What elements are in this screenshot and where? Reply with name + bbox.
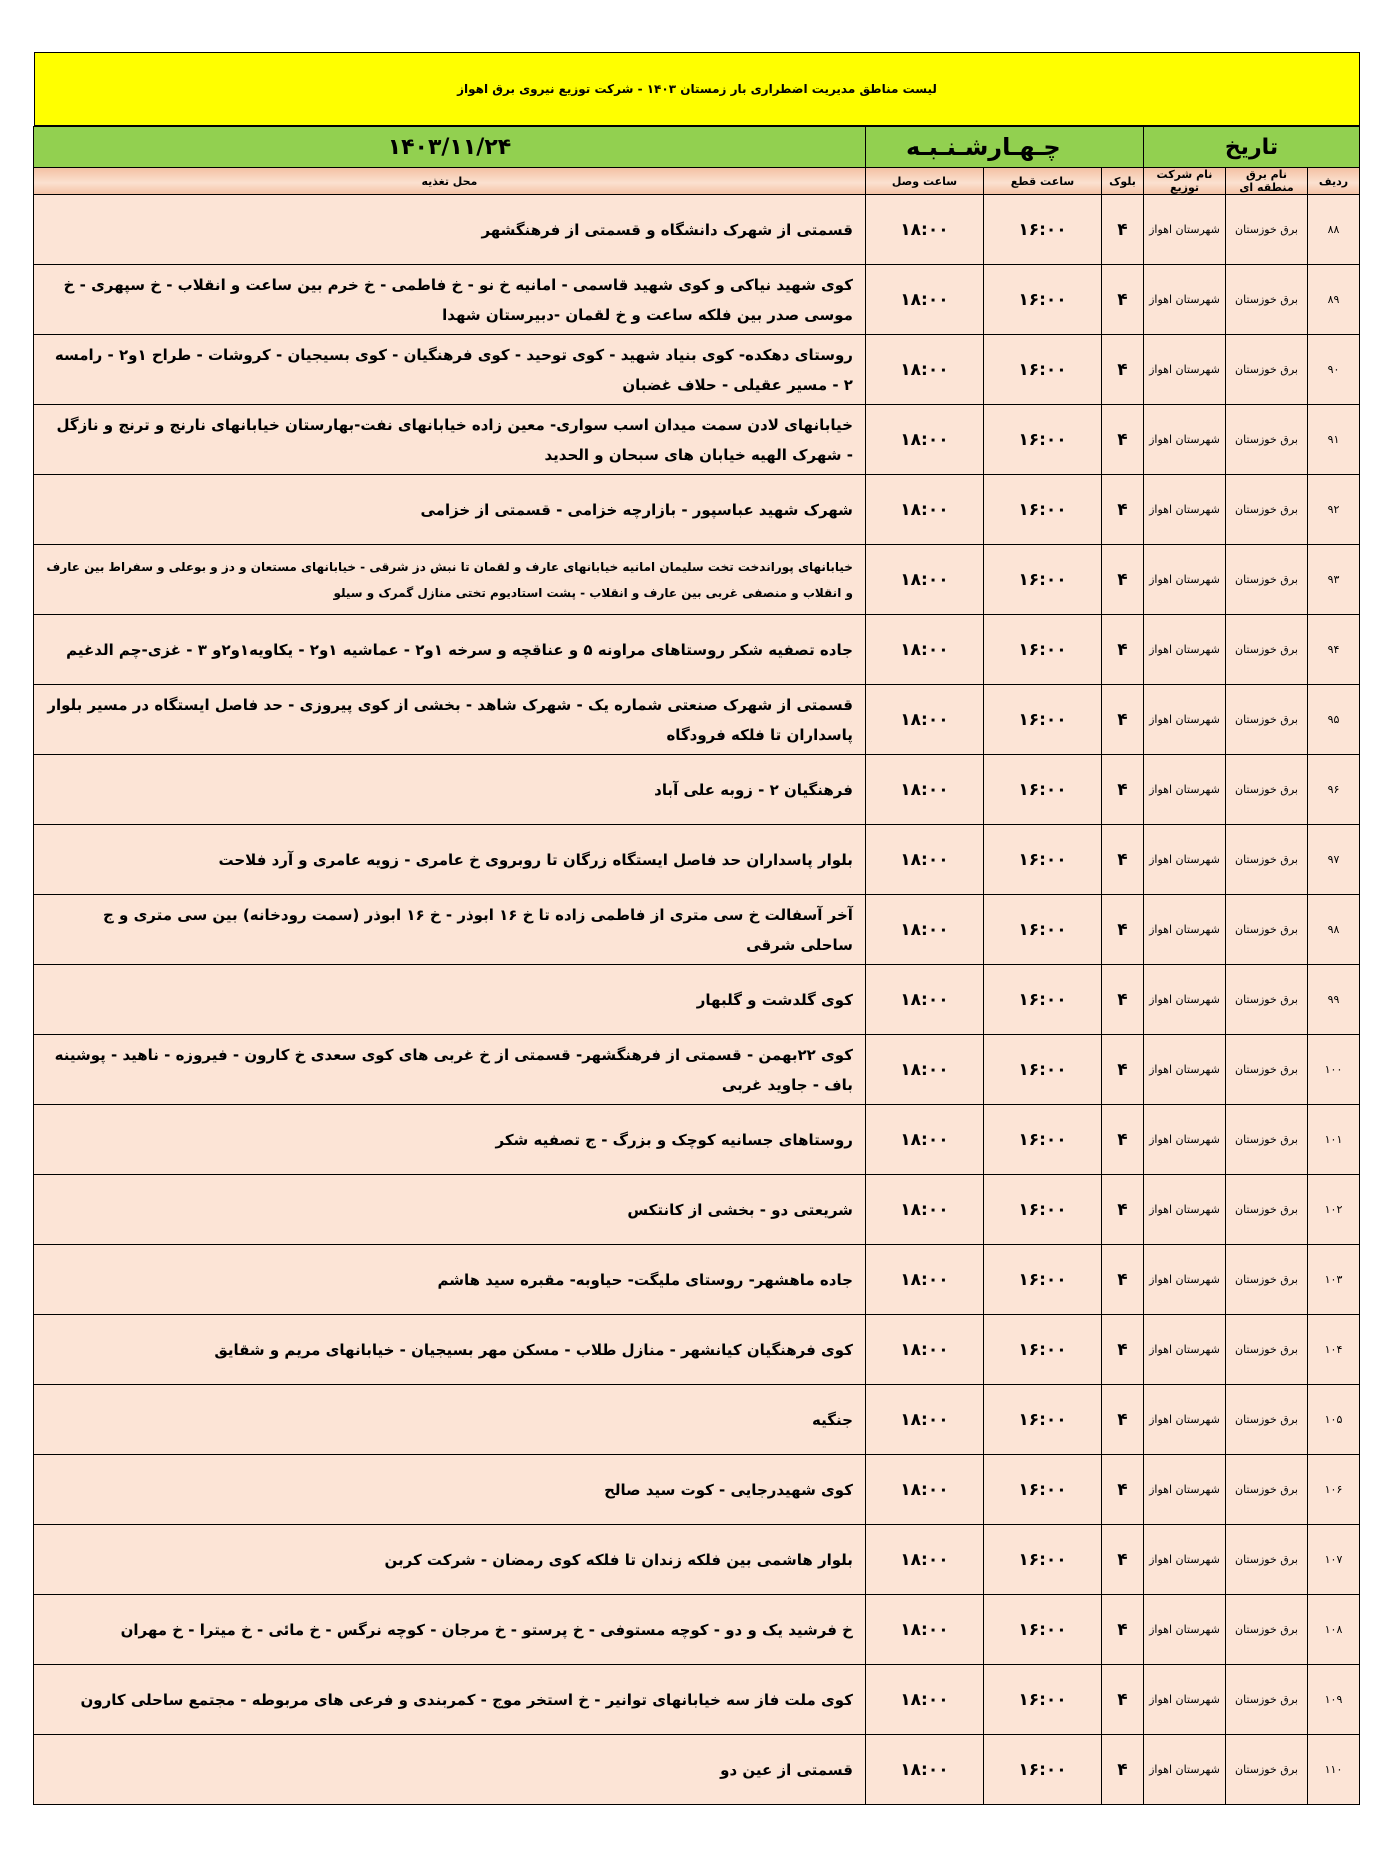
row-region: برق خوزستان — [1226, 1665, 1308, 1735]
row-cut-time: ۱۶:۰۰ — [983, 825, 1101, 895]
row-connect-time: ۱۸:۰۰ — [865, 1175, 983, 1245]
row-location: کوی گلدشت و گلبهار — [33, 965, 865, 1035]
row-block: ۴ — [1101, 1455, 1143, 1525]
table-row — [33, 1315, 1359, 1385]
row-connect-time: ۱۸:۰۰ — [865, 1525, 983, 1595]
row-block: ۴ — [1101, 405, 1143, 475]
row-cut-time: ۱۶:۰۰ — [983, 335, 1101, 405]
row-location: خ فرشید یک و دو - کوچه مستوفی - خ پرستو - خ مرجان - کوچه نرگس - خ مائی - خ میترا - خ مهران — [33, 1595, 865, 1665]
row-location: جاده ماهشهر- روستای ملیگت- حیاوبه- مقبره سید هاشم — [33, 1245, 865, 1315]
day-name: چـهـارشـنـبـه — [865, 127, 1143, 168]
row-block: ۴ — [1101, 1105, 1143, 1175]
header-cut-time: ساعت قطع — [983, 168, 1101, 195]
row-connect-time: ۱۸:۰۰ — [865, 825, 983, 895]
row-location: شهرک شهید عباسپور - بازارچه خزامی - قسمتی از خزامی — [33, 475, 865, 545]
table-row — [33, 615, 1359, 685]
row-location: جاده تصفیه شکر روستاهای مراونه ۵ و عناقچه و سرخه ۱و۲ - عماشیه ۱و۲ - یکاویه۱و۲و ۳ - غزی-چم الدغیم — [33, 615, 865, 685]
row-index: ۱۰۹ — [1308, 1665, 1360, 1735]
row-cut-time: ۱۶:۰۰ — [983, 615, 1101, 685]
row-index: ۱۰۳ — [1308, 1245, 1360, 1315]
row-location: کوی ملت فاز سه خیابانهای توانیر - خ استخر موج - کمربندی و فرعی های مربوطه - مجتمع ساحلی کارون — [33, 1665, 865, 1735]
row-region: برق خوزستان — [1226, 1035, 1308, 1105]
row-location: کوی شهیدرجایی - کوت سید صالح — [33, 1455, 865, 1525]
row-connect-time: ۱۸:۰۰ — [865, 475, 983, 545]
row-company: شهرستان اهواز — [1143, 405, 1225, 475]
row-location: قسمتی از شهرک دانشگاه و قسمتی از فرهنگشهر — [33, 195, 865, 265]
row-location: کوی ۲۲بهمن - قسمتی از فرهنگشهر- قسمتی از خ غربی های کوی سعدی خ کارون - فیروزه - ناهید - پوشینه باف - جاوید غربی — [33, 1035, 865, 1105]
row-connect-time: ۱۸:۰۰ — [865, 1665, 983, 1735]
table-row — [33, 1735, 1359, 1805]
row-index: ۱۰۱ — [1308, 1105, 1360, 1175]
row-region: برق خوزستان — [1226, 545, 1308, 615]
table-row — [33, 965, 1359, 1035]
row-location: خیابانهای لادن سمت میدان اسب سواری- معین زاده خیابانهای نفت-بهارستان خیابانهای نارنج و ترنج و نازگل - شهرک الهیه خیابان های سبحان و الحدید — [33, 405, 865, 475]
row-cut-time: ۱۶:۰۰ — [983, 1595, 1101, 1665]
row-region: برق خوزستان — [1226, 1595, 1308, 1665]
row-region: برق خوزستان — [1226, 1245, 1308, 1315]
row-block: ۴ — [1101, 755, 1143, 825]
row-cut-time: ۱۶:۰۰ — [983, 755, 1101, 825]
row-company: شهرستان اهواز — [1143, 685, 1225, 755]
table-row — [33, 265, 1359, 335]
row-index: ۹۰ — [1308, 335, 1360, 405]
row-block: ۴ — [1101, 475, 1143, 545]
row-company: شهرستان اهواز — [1143, 825, 1225, 895]
row-cut-time: ۱۶:۰۰ — [983, 1035, 1101, 1105]
row-index: ۱۰۴ — [1308, 1315, 1360, 1385]
row-location: جنگیه — [33, 1385, 865, 1455]
row-index: ۱۰۲ — [1308, 1175, 1360, 1245]
date-row — [33, 127, 1359, 168]
table-row — [33, 895, 1359, 965]
row-region: برق خوزستان — [1226, 475, 1308, 545]
row-region: برق خوزستان — [1226, 1525, 1308, 1595]
row-connect-time: ۱۸:۰۰ — [865, 755, 983, 825]
row-connect-time: ۱۸:۰۰ — [865, 685, 983, 755]
row-connect-time: ۱۸:۰۰ — [865, 895, 983, 965]
row-index: ۹۴ — [1308, 615, 1360, 685]
row-index: ۱۱۰ — [1308, 1735, 1360, 1805]
row-block: ۴ — [1101, 1665, 1143, 1735]
row-region: برق خوزستان — [1226, 895, 1308, 965]
row-company: شهرستان اهواز — [1143, 1245, 1225, 1315]
row-company: شهرستان اهواز — [1143, 895, 1225, 965]
row-location: قسمتی از عین دو — [33, 1735, 865, 1805]
table-row — [33, 755, 1359, 825]
row-index: ۹۹ — [1308, 965, 1360, 1035]
table-row — [33, 1385, 1359, 1455]
table-row — [33, 1595, 1359, 1665]
row-block: ۴ — [1101, 615, 1143, 685]
row-cut-time: ۱۶:۰۰ — [983, 1455, 1101, 1525]
row-company: شهرستان اهواز — [1143, 1665, 1225, 1735]
row-index: ۱۰۸ — [1308, 1595, 1360, 1665]
row-block: ۴ — [1101, 1595, 1143, 1665]
row-block: ۴ — [1101, 1315, 1143, 1385]
outage-sheet — [34, 52, 1360, 1805]
table-row — [33, 475, 1359, 545]
row-connect-time: ۱۸:۰۰ — [865, 1595, 983, 1665]
row-cut-time: ۱۶:۰۰ — [983, 685, 1101, 755]
table-row — [33, 1455, 1359, 1525]
row-block: ۴ — [1101, 195, 1143, 265]
row-index: ۱۰۷ — [1308, 1525, 1360, 1595]
row-block: ۴ — [1101, 825, 1143, 895]
row-connect-time: ۱۸:۰۰ — [865, 1315, 983, 1385]
row-company: شهرستان اهواز — [1143, 1525, 1225, 1595]
row-location: خیابانهای پوراندخت تخت سلیمان امانیه خیابانهای عارف و لقمان تا نبش دز شرقی - خیابانهای مستعان و دز و بوعلی و سفراط بین عارف و انقلاب و منصفی غربی بین عارف و انقلاب - پشت استادیوم تختی منازل گمرک و سیلو — [33, 545, 865, 615]
outage-table — [33, 126, 1360, 1805]
row-company: شهرستان اهواز — [1143, 1595, 1225, 1665]
row-index: ۸۸ — [1308, 195, 1360, 265]
row-location: کوی شهید نیاکی و کوی شهید قاسمی - امانیه خ نو - خ فاطمی - خ خرم بین ساعت و انقلاب - خ سپهری - خ موسی صدر بین فلکه ساعت و خ لقمان -دبیرستان شهدا — [33, 265, 865, 335]
row-location: بلوار هاشمی بین فلکه زندان تا فلکه کوی رمضان - شرکت کربن — [33, 1525, 865, 1595]
row-connect-time: ۱۸:۰۰ — [865, 1385, 983, 1455]
row-cut-time: ۱۶:۰۰ — [983, 1735, 1101, 1805]
row-region: برق خوزستان — [1226, 965, 1308, 1035]
row-block: ۴ — [1101, 965, 1143, 1035]
table-row — [33, 405, 1359, 475]
row-block: ۴ — [1101, 1735, 1143, 1805]
row-region: برق خوزستان — [1226, 825, 1308, 895]
row-region: برق خوزستان — [1226, 335, 1308, 405]
row-region: برق خوزستان — [1226, 1315, 1308, 1385]
date-value: ۱۴۰۳/۱۱/۲۴ — [33, 127, 865, 168]
row-connect-time: ۱۸:۰۰ — [865, 545, 983, 615]
sheet-title: لیست مناطق مدیریت اضطراری بار زمستان ۱۴۰۳ - شرکت توزیع نیروی برق اهواز — [34, 52, 1360, 126]
table-row — [33, 1035, 1359, 1105]
row-index: ۱۰۵ — [1308, 1385, 1360, 1455]
row-cut-time: ۱۶:۰۰ — [983, 1315, 1101, 1385]
row-block: ۴ — [1101, 895, 1143, 965]
row-location: کوی فرهنگیان کیانشهر - منازل طلاب - مسکن مهر بسیجیان - خیابانهای مریم و شقایق — [33, 1315, 865, 1385]
row-index: ۹۶ — [1308, 755, 1360, 825]
row-region: برق خوزستان — [1226, 405, 1308, 475]
table-row — [33, 1245, 1359, 1315]
row-region: برق خوزستان — [1226, 265, 1308, 335]
row-cut-time: ۱۶:۰۰ — [983, 475, 1101, 545]
row-connect-time: ۱۸:۰۰ — [865, 965, 983, 1035]
row-company: شهرستان اهواز — [1143, 1315, 1225, 1385]
row-cut-time: ۱۶:۰۰ — [983, 265, 1101, 335]
row-index: ۹۱ — [1308, 405, 1360, 475]
row-region: برق خوزستان — [1226, 195, 1308, 265]
row-index: ۱۰۶ — [1308, 1455, 1360, 1525]
row-cut-time: ۱۶:۰۰ — [983, 545, 1101, 615]
row-cut-time: ۱۶:۰۰ — [983, 1105, 1101, 1175]
row-block: ۴ — [1101, 1035, 1143, 1105]
row-index: ۹۳ — [1308, 545, 1360, 615]
row-company: شهرستان اهواز — [1143, 615, 1225, 685]
row-cut-time: ۱۶:۰۰ — [983, 1385, 1101, 1455]
row-index: ۹۲ — [1308, 475, 1360, 545]
row-company: شهرستان اهواز — [1143, 195, 1225, 265]
table-row — [33, 1105, 1359, 1175]
row-region: برق خوزستان — [1226, 615, 1308, 685]
row-index: ۹۵ — [1308, 685, 1360, 755]
row-connect-time: ۱۸:۰۰ — [865, 1455, 983, 1525]
table-row — [33, 1665, 1359, 1735]
row-block: ۴ — [1101, 1245, 1143, 1315]
row-location: بلوار پاسداران حد فاصل ایستگاه زرگان تا روبروی خ عامری - زویه عامری و آرد فلاحت — [33, 825, 865, 895]
row-cut-time: ۱۶:۰۰ — [983, 895, 1101, 965]
header-connect-time: ساعت وصل — [865, 168, 983, 195]
row-location: آخر آسفالت خ سی متری از فاطمی زاده تا خ ۱۶ ابوذر - خ ۱۶ ابوذر (سمت رودخانه) بین سی متری و ج ساحلی شرقی — [33, 895, 865, 965]
row-cut-time: ۱۶:۰۰ — [983, 1245, 1101, 1315]
row-company: شهرستان اهواز — [1143, 1105, 1225, 1175]
row-location: فرهنگیان ۲ - زوبه علی آباد — [33, 755, 865, 825]
row-region: برق خوزستان — [1226, 1455, 1308, 1525]
row-region: برق خوزستان — [1226, 1735, 1308, 1805]
row-region: برق خوزستان — [1226, 755, 1308, 825]
header-index: ردیف — [1308, 168, 1360, 195]
table-row — [33, 335, 1359, 405]
row-cut-time: ۱۶:۰۰ — [983, 405, 1101, 475]
row-cut-time: ۱۶:۰۰ — [983, 195, 1101, 265]
row-region: برق خوزستان — [1226, 1175, 1308, 1245]
table-row — [33, 545, 1359, 615]
row-company: شهرستان اهواز — [1143, 545, 1225, 615]
row-cut-time: ۱۶:۰۰ — [983, 1525, 1101, 1595]
row-connect-time: ۱۸:۰۰ — [865, 1105, 983, 1175]
row-block: ۴ — [1101, 1525, 1143, 1595]
row-location: قسمتی از شهرک صنعتی شماره یک - شهرک شاهد - بخشی از کوی پیروزی - حد فاصل ایستگاه در مسیر بلوار پاسداران تا فلکه فرودگاه — [33, 685, 865, 755]
table-row — [33, 685, 1359, 755]
table-row — [33, 1525, 1359, 1595]
header-company: نام شرکت توزیع — [1143, 168, 1225, 195]
row-cut-time: ۱۶:۰۰ — [983, 1175, 1101, 1245]
row-company: شهرستان اهواز — [1143, 1455, 1225, 1525]
table-row — [33, 1175, 1359, 1245]
row-block: ۴ — [1101, 1385, 1143, 1455]
row-index: ۸۹ — [1308, 265, 1360, 335]
header-row — [33, 168, 1359, 195]
row-cut-time: ۱۶:۰۰ — [983, 965, 1101, 1035]
row-block: ۴ — [1101, 1175, 1143, 1245]
row-cut-time: ۱۶:۰۰ — [983, 1665, 1101, 1735]
row-company: شهرستان اهواز — [1143, 755, 1225, 825]
row-location: شریعتی دو - بخشی از کانتکس — [33, 1175, 865, 1245]
row-connect-time: ۱۸:۰۰ — [865, 335, 983, 405]
row-block: ۴ — [1101, 335, 1143, 405]
row-location: روستای دهکده- کوی بنیاد شهید - کوی توحید - کوی فرهنگیان - کوی بسیجیان - کروشات - طراح ۱و۲ - رامسه ۲ - مسیر عقیلی - حلاف غضبان — [33, 335, 865, 405]
row-block: ۴ — [1101, 265, 1143, 335]
row-company: شهرستان اهواز — [1143, 1385, 1225, 1455]
table-body — [33, 195, 1359, 1805]
header-location: محل تغذیه — [33, 168, 865, 195]
row-block: ۴ — [1101, 685, 1143, 755]
row-company: شهرستان اهواز — [1143, 965, 1225, 1035]
row-index: ۹۷ — [1308, 825, 1360, 895]
row-block: ۴ — [1101, 545, 1143, 615]
row-connect-time: ۱۸:۰۰ — [865, 1245, 983, 1315]
row-index: ۹۸ — [1308, 895, 1360, 965]
row-company: شهرستان اهواز — [1143, 335, 1225, 405]
row-company: شهرستان اهواز — [1143, 1735, 1225, 1805]
row-region: برق خوزستان — [1226, 685, 1308, 755]
table-row — [33, 825, 1359, 895]
row-company: شهرستان اهواز — [1143, 265, 1225, 335]
row-company: شهرستان اهواز — [1143, 1175, 1225, 1245]
row-connect-time: ۱۸:۰۰ — [865, 405, 983, 475]
row-index: ۱۰۰ — [1308, 1035, 1360, 1105]
row-location: روستاهای جسانیه کوچک و بزرگ - ج تصفیه شکر — [33, 1105, 865, 1175]
row-connect-time: ۱۸:۰۰ — [865, 1735, 983, 1805]
row-region: برق خوزستان — [1226, 1385, 1308, 1455]
row-connect-time: ۱۸:۰۰ — [865, 1035, 983, 1105]
header-block: بلوک — [1101, 168, 1143, 195]
row-region: برق خوزستان — [1226, 1105, 1308, 1175]
row-connect-time: ۱۸:۰۰ — [865, 265, 983, 335]
row-company: شهرستان اهواز — [1143, 475, 1225, 545]
row-connect-time: ۱۸:۰۰ — [865, 195, 983, 265]
table-row — [33, 195, 1359, 265]
date-label: تاریخ — [1143, 127, 1359, 168]
row-connect-time: ۱۸:۰۰ — [865, 615, 983, 685]
row-company: شهرستان اهواز — [1143, 1035, 1225, 1105]
header-region: نام برق منطقه ای — [1226, 168, 1308, 195]
